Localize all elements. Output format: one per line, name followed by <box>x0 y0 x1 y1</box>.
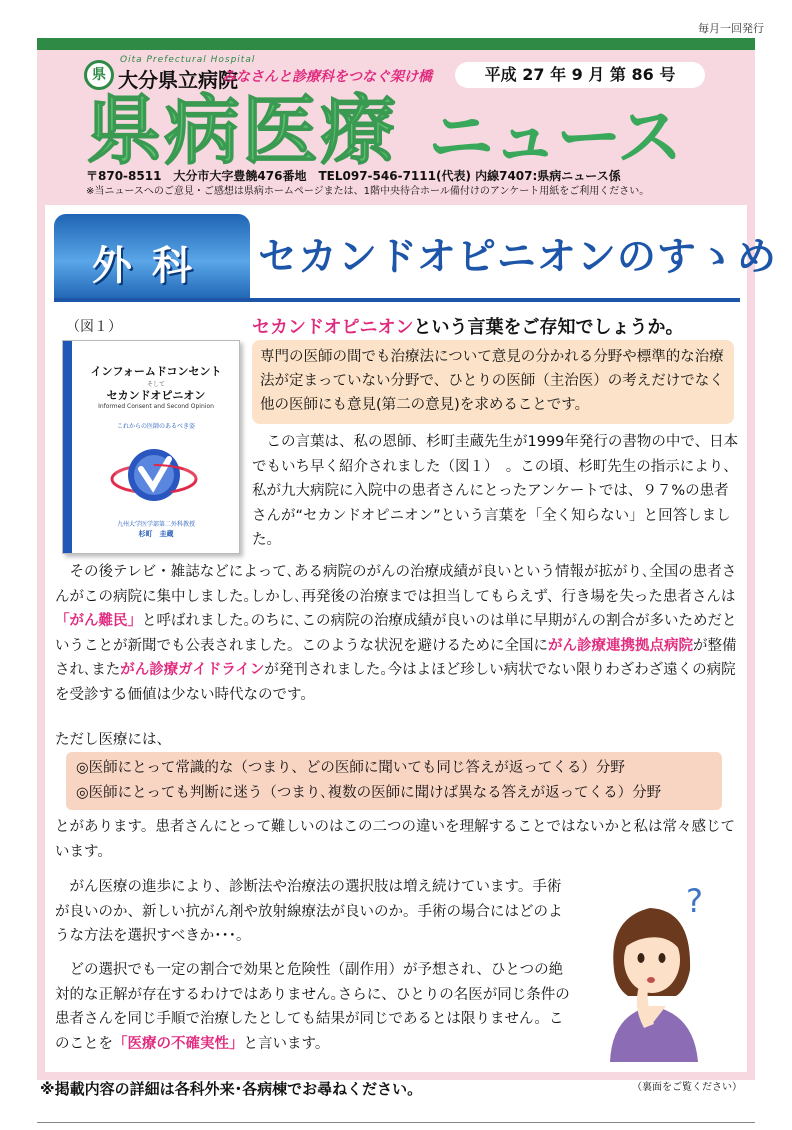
paragraph-2 <box>55 560 745 708</box>
footer-inquiry-note: ※掲載内容の詳細は各科外来･各病棟でお尋ねください。 <box>40 1080 423 1098</box>
medical-fields-list <box>66 752 722 810</box>
paragraph-2-text-a: その後テレビ・雑誌などによって､ある病院のがんの治療成績が良いという情報が拡がり､全国の患者さんがこの病院に集中しました｡しかし､再発後の治療までは担当してもらえず、行き場を失った患者さんは <box>55 564 737 605</box>
lead-text: という言葉をご存知でしょうか。 <box>413 317 684 338</box>
hospital-address: 〒870-8511 大分市大字豊饒476番地 TEL097-546-7111(代表) 内線7407:県病ニュース係 <box>86 169 621 183</box>
hospital-logo: 県 <box>84 60 114 90</box>
paragraph-4: とがあります。患者さんにとって難しいのはこの二つの違いを理解することではないかと私は常々感じています。 <box>55 819 736 860</box>
paragraph-6 <box>55 958 575 1056</box>
book-subtitle: これからの医師のあるべき姿 <box>116 423 195 430</box>
hospital-name: 大分県立病院 <box>118 68 238 92</box>
bottom-divider <box>37 1122 755 1123</box>
paragraph-2-text-b: と呼ばれました｡のちに､この病院の治療成績が良いのは単に早期がんの割合が多いためだということが新聞でも公表されました。このような状況を避けるために全国に <box>55 613 737 654</box>
book-author-affiliation: 九州大学医学部第二外科教授 <box>116 521 195 528</box>
department-label: 外科 <box>92 242 212 289</box>
paragraph-2-text-c: が整備され､また <box>55 637 737 679</box>
newsletter-title-news: ニュース <box>428 99 681 176</box>
header-green-bar <box>37 38 755 50</box>
lead-keyword: セカンドオピニオン <box>252 317 414 338</box>
book-english-title: Informed Consent and Second Opinion <box>98 403 214 410</box>
book-emblem-icon <box>109 437 199 517</box>
article-title: セカンドオピニオンのすゝめ <box>258 235 777 280</box>
paragraph-3: ただし医療には、 <box>55 732 171 748</box>
paragraph-6-text-a: どの選択でも一定の割合で効果と危険性（副作用）が予想され、ひとつの絶対的な正解が存在するわけではありません｡さらに、ひとりの名医が同じ条件の患者さんを同じ手順で治療したとしても結果が同じであるとは限りません。このことを <box>55 962 570 1052</box>
issue-label: 平成 27 年 9 月 第 86 号 <box>455 62 705 88</box>
highlight-guideline: がん診療ガイドライン <box>120 662 265 679</box>
book-cover-image <box>62 340 240 554</box>
tagline: みなさんと診療科をつなぐ架け橋 <box>222 69 432 85</box>
newsletter-title: 県病医療 <box>86 86 398 175</box>
paragraph-6-text-b: と言います。 <box>243 1035 330 1052</box>
highlight-gan-nanmin: 「がん難民」 <box>55 613 142 630</box>
highlight-uncertainty: 「医療の不確実性」 <box>113 1035 244 1052</box>
figure-caption: （図１） <box>66 319 122 335</box>
book-and: そして <box>146 381 165 388</box>
feedback-notice: ※当ニュースへのご意見・ご感想は県病ホームページまたは、1階中央待合ホール備付けのアンケート用紙をご利用ください。 <box>86 186 650 197</box>
svg-text:?: ? <box>686 882 703 920</box>
department-label-box <box>54 214 250 300</box>
article-lead <box>252 313 683 339</box>
book-title-line2: セカンドオピニオン <box>106 389 206 402</box>
definition-box: 専門の医師の間でも治療法について意見の分かれる分野や標準的な治療法が定まっていない分野で、ひとりの医師（主治医）の考えだけでなく他の医師にも意見(第二の意見)を求めることです。 <box>252 340 734 424</box>
paragraph-2-text-d: が発刊されました｡今はよほど珍しい病状でない限りわざわざ遠くの病院を受診する価値は少ない時代なのです。 <box>55 662 736 703</box>
list-item: ◎医師にとって常識的な（つまり、どの医師に聞いても同じ答えが返ってくる）分野 <box>76 760 625 776</box>
book-title-line1: インフォームドコンセント <box>90 365 222 378</box>
publication-frequency: 毎月一回発行 <box>698 22 764 35</box>
paragraph-5: がん医療の進歩により、診断法や治療法の選択肢は増え続けています。手術が良いのか、新しい抗がん剤や放射線療法が良いのか。手術の場合にはどのような方法を選択すべきか･･･。 <box>55 879 563 945</box>
highlight-base-hospital: がん診療連携拠点病院 <box>548 637 693 654</box>
book-spine <box>63 341 72 553</box>
book-author: 杉町 圭蔵 <box>138 530 174 538</box>
hospital-english-name: Oita Prefectural Hospital <box>120 55 256 65</box>
footer-see-back: （裏面をご覧ください） <box>632 1082 742 1093</box>
list-item: ◎医師にとっても判断に迷う（つまり､複数の医師に聞けば異なる答えが返ってくる）分野 <box>76 785 662 801</box>
thinking-woman-illustration <box>594 878 724 1062</box>
paragraph-1: この言葉は、私の恩師、杉町圭蔵先生が1999年発行の書物の中で、日本でもいち早く紹介されました（図１） 。この頃、杉町先生の指示により、私が九大病院に入院中の患者さんにとったアンケートでは、９７%の患者さんが“セカンドオピニオン”という言葉を「全く知らない」と回答しました。 <box>252 434 739 549</box>
title-underline <box>54 298 740 302</box>
